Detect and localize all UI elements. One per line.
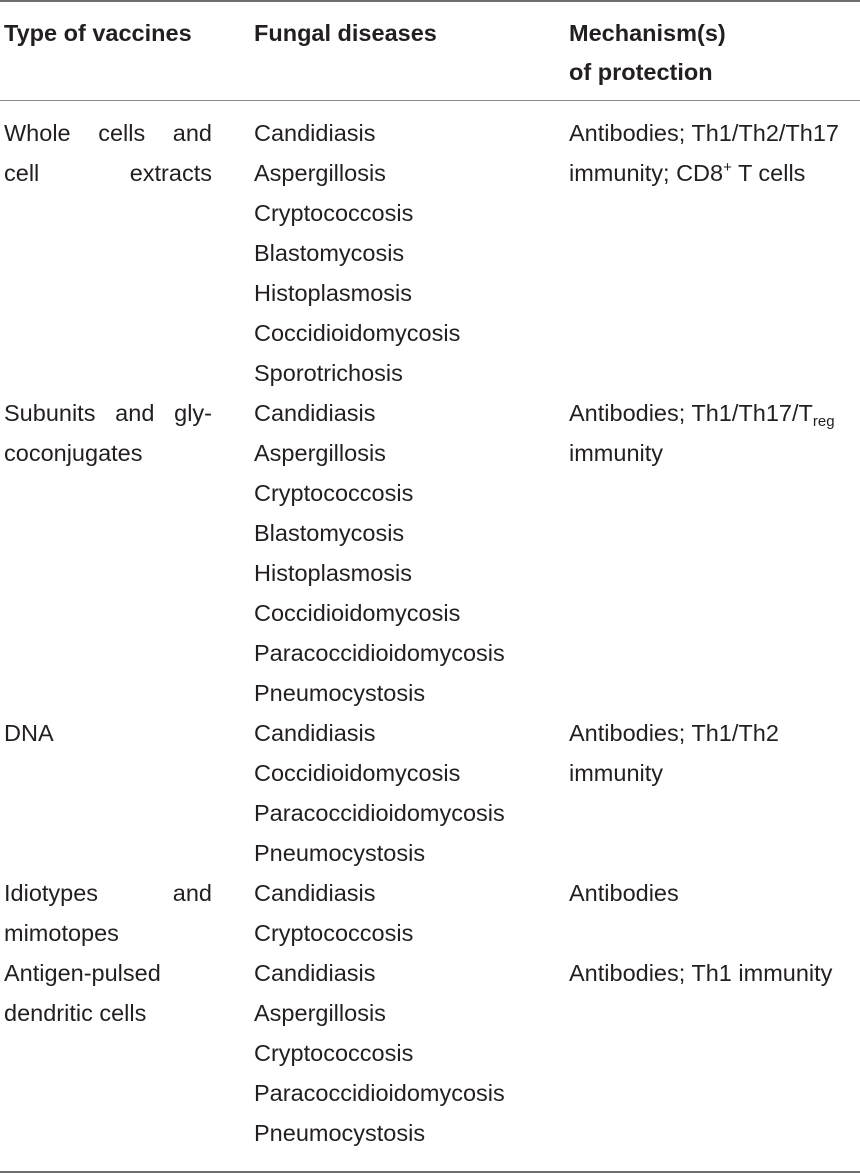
mechanism-line: immunity <box>569 760 664 786</box>
disease-item: Candidiasis <box>254 120 376 146</box>
disease-item: Paracoccidioidomycosis <box>254 640 505 666</box>
disease-item: Cryptococcosis <box>254 480 414 506</box>
table-row <box>0 393 860 713</box>
mechanism-line: Antibodies; Th1 immunity <box>569 960 833 986</box>
vaccine-type-cell <box>4 713 212 753</box>
mechanism-line <box>569 393 860 433</box>
disease-item: Blastomycosis <box>254 520 405 546</box>
disease-item: Paracoccidioidomycosis <box>254 800 505 826</box>
disease-item: Candidiasis <box>254 960 376 986</box>
mechanism-line: Antibodies; Th1/Th2/Th17 <box>569 120 839 146</box>
vaccine-type-line: Subunits and gly- <box>4 400 212 426</box>
disease-item: Pneumocystosis <box>254 1120 426 1146</box>
mechanism-line <box>569 153 860 193</box>
disease-item: Cryptococcosis <box>254 1040 414 1066</box>
disease-item: Aspergillosis <box>254 440 386 466</box>
table-row <box>0 953 860 1153</box>
diseases-cell <box>254 873 554 953</box>
disease-item: Paracoccidioidomycosis <box>254 1080 505 1106</box>
table-row <box>0 713 860 873</box>
mechanism-line: Antibodies <box>569 880 679 906</box>
disease-item: Coccidioidomycosis <box>254 600 461 626</box>
mechanism-line: immunity <box>569 440 664 466</box>
vaccine-type-line: coconjugates <box>4 440 143 466</box>
vaccine-type-cell <box>4 953 212 1033</box>
vaccine-type-line: dendritic cells <box>4 1000 147 1026</box>
vaccine-type-cell <box>4 873 212 953</box>
diseases-cell <box>254 713 554 873</box>
header-mechanism <box>569 14 849 92</box>
disease-item: Aspergillosis <box>254 1000 386 1026</box>
table-body <box>0 113 860 1153</box>
diseases-cell <box>254 953 554 1153</box>
table-row <box>0 873 860 953</box>
disease-item: Coccidioidomycosis <box>254 760 461 786</box>
subscript-reg: reg <box>812 413 835 430</box>
disease-item: Coccidioidomycosis <box>254 320 461 346</box>
vaccine-type-cell <box>4 113 212 193</box>
mechanism-text: T cells <box>731 160 806 186</box>
disease-item: Sporotrichosis <box>254 360 403 386</box>
vaccine-type-line: DNA <box>4 720 54 746</box>
mechanism-cell <box>569 713 860 793</box>
disease-item: Candidiasis <box>254 400 376 426</box>
mechanism-cell <box>569 113 860 193</box>
diseases-cell <box>254 393 554 713</box>
header-mechanism-line2: of protection <box>569 59 713 85</box>
mechanism-line: Antibodies; Th1/Th2 <box>569 720 779 746</box>
header-fungal-diseases: Fungal diseases <box>254 20 437 46</box>
header-divider-rule <box>0 100 860 101</box>
vaccine-type-line: mimotopes <box>4 920 119 946</box>
mechanism-cell <box>569 873 860 913</box>
disease-item: Candidiasis <box>254 720 376 746</box>
mechanism-text: immunity; CD8 <box>569 160 724 186</box>
table-bottom-rule <box>0 1171 860 1173</box>
disease-item: Histoplasmosis <box>254 560 413 586</box>
disease-item: Histoplasmosis <box>254 280 413 306</box>
superscript-plus: + <box>723 159 732 176</box>
header-type-of-vaccines: Type of vaccines <box>4 20 192 46</box>
diseases-cell <box>254 113 554 393</box>
mechanism-text: Antibodies; Th1/Th17/T <box>569 400 813 426</box>
disease-item: Blastomycosis <box>254 240 405 266</box>
vaccine-type-line: Whole cells and <box>4 120 212 146</box>
disease-item: Pneumocystosis <box>254 680 426 706</box>
vaccine-type-line: Antigen-pulsed <box>4 960 161 986</box>
vaccine-type-line: cell extracts <box>4 160 212 186</box>
disease-item: Pneumocystosis <box>254 840 426 866</box>
mechanism-cell <box>569 393 860 473</box>
header-mechanism-line1: Mechanism(s) <box>569 20 726 46</box>
mechanism-cell <box>569 953 860 993</box>
disease-item: Candidiasis <box>254 880 376 906</box>
disease-item: Cryptococcosis <box>254 920 414 946</box>
table-row <box>0 113 860 393</box>
table-top-rule <box>0 0 860 2</box>
disease-item: Aspergillosis <box>254 160 386 186</box>
vaccine-type-line: Idiotypes and <box>4 880 212 906</box>
disease-item: Cryptococcosis <box>254 200 414 226</box>
vaccine-type-cell <box>4 393 212 473</box>
